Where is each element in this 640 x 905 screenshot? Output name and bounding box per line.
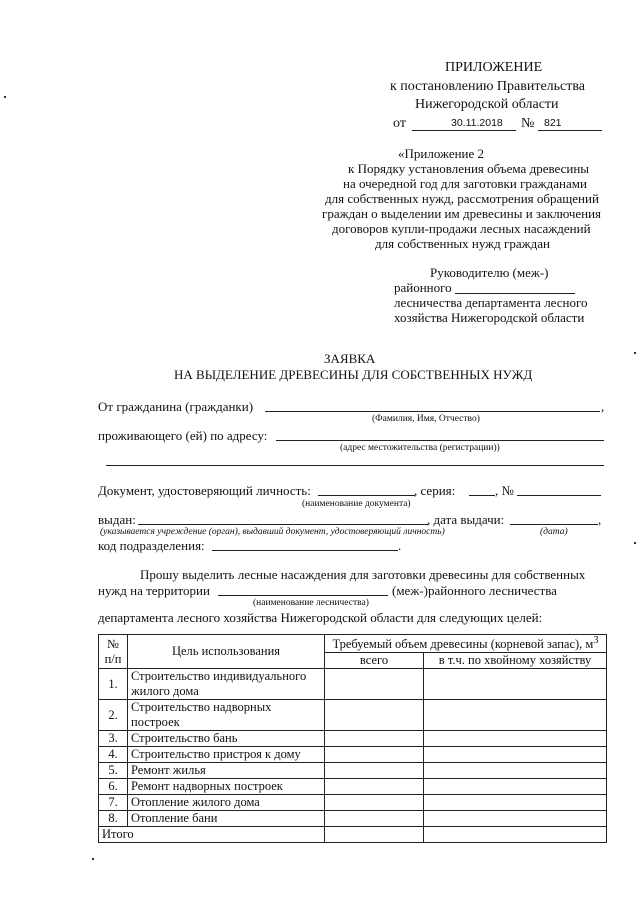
volume-total-cell[interactable] — [325, 731, 424, 747]
address-field[interactable] — [276, 440, 604, 441]
table-row: 6. Ремонт надворных построек — [99, 779, 607, 795]
addressee-line: лесничества департамента лесного — [394, 295, 588, 310]
volume-total-cell[interactable] — [325, 811, 424, 827]
fio-field[interactable] — [265, 411, 600, 412]
request-text-line2a: нужд на территории — [98, 583, 210, 598]
table-row: 5. Ремонт жилья — [99, 763, 607, 779]
doc-number-field[interactable] — [517, 495, 601, 496]
appendix2-line: для собственных нужд, рассмотрения обращений — [325, 191, 599, 206]
request-text-line3: департамента лесного хозяйства Нижегородской области для следующих целей: — [98, 610, 543, 625]
table-row: 4. Строительство пристроя к дому — [99, 747, 607, 763]
document-label: Документ, удостоверяющий личность: — [98, 483, 311, 498]
appendix2-line: «Приложение 2 — [398, 146, 485, 161]
document-name-field[interactable] — [318, 495, 415, 496]
division-code-field[interactable] — [212, 550, 398, 551]
header-title: ПРИЛОЖЕНИЕ — [445, 60, 543, 75]
volume-total-cell[interactable] — [325, 763, 424, 779]
volume-conifer-cell[interactable] — [424, 763, 607, 779]
volume-conifer-cell[interactable] — [424, 811, 607, 827]
request-text-line1: Прошу выделить лесные насаждения для заготовки древесины для собственных — [140, 567, 586, 582]
appendix2-line: договоров купли-продажи лесных насаждений — [332, 221, 591, 236]
table-row: 1. Строительство индивидуального жилого дома — [99, 669, 607, 700]
address-label: проживающего (ей) по адресу: — [98, 428, 268, 443]
col-conifer-header: в т.ч. по хвойному хозяйству — [424, 653, 607, 669]
address-hint: (адрес местожительства (регистрации)) — [340, 443, 500, 453]
header-number-label: № — [521, 116, 535, 131]
issued-label: выдан: — [98, 512, 136, 527]
volume-total-cell[interactable] — [325, 795, 424, 811]
volume-conifer-cell[interactable] — [424, 779, 607, 795]
request-text-line2b: (меж-)районного лесничества — [392, 583, 557, 598]
header-line1: к постановлению Правительства — [390, 79, 586, 94]
volume-total-cell[interactable] — [325, 669, 424, 700]
table-row: 7. Отопление жилого дома — [99, 795, 607, 811]
table-total-row: Итого — [99, 827, 607, 843]
address-field-2[interactable] — [106, 465, 604, 466]
header-from-label: от — [393, 116, 406, 131]
addressee-line: Руководителю (меж-) — [430, 265, 549, 280]
volume-total-cell[interactable] — [325, 827, 424, 843]
series-label: , серия: — [414, 483, 456, 498]
issuer-hint: (указывается учреждение (орган), выдавший документ, удостоверяющий личность) — [100, 527, 445, 537]
issue-date-field[interactable] — [510, 524, 598, 525]
purpose-table — [98, 634, 607, 843]
volume-conifer-cell[interactable] — [424, 747, 607, 763]
doc-number-label: , № — [495, 483, 514, 498]
volume-total-cell[interactable] — [325, 700, 424, 731]
volume-conifer-cell[interactable] — [424, 827, 607, 843]
table-row: 3. Строительство бань — [99, 731, 607, 747]
issue-date-label: , дата выдачи: — [427, 512, 505, 527]
col-total-header: всего — [325, 653, 424, 669]
from-citizen-label: От гражданина (гражданки) — [98, 399, 254, 414]
issuer-field[interactable] — [138, 524, 428, 525]
header-line2: Нижегородской области — [415, 97, 559, 112]
volume-conifer-cell[interactable] — [424, 795, 607, 811]
header-date: 30.11.2018 — [451, 117, 503, 129]
appendix2-line: на очередной год для заготовки гражданами — [343, 176, 587, 191]
addressee-line: хозяйства Нижегородской области — [394, 310, 585, 325]
volume-conifer-cell[interactable] — [424, 669, 607, 700]
table-row: 8. Отопление бани — [99, 811, 607, 827]
addressee-line: районного — [394, 280, 452, 295]
volume-conifer-cell[interactable] — [424, 700, 607, 731]
volume-total-cell[interactable] — [325, 779, 424, 795]
doc-name-hint: (наименование документа) — [302, 499, 411, 509]
request-title: ЗАЯВКА — [324, 351, 376, 366]
request-subtitle: НА ВЫДЕЛЕНИЕ ДРЕВЕСИНЫ ДЛЯ СОБСТВЕННЫХ НУЖД — [174, 367, 533, 382]
appendix2-line: для собственных нужд граждан — [375, 236, 550, 251]
volume-conifer-cell[interactable] — [424, 731, 607, 747]
volume-total-cell[interactable] — [325, 747, 424, 763]
series-field[interactable] — [469, 495, 495, 496]
table-row: 2. Строительство надворных построек — [99, 700, 607, 731]
appendix2-line: к Порядку установления объема древесины — [348, 161, 590, 176]
col-purpose-header: Цель использования — [128, 635, 325, 669]
appendix2-line: граждан о выделении им древесины и заключения — [322, 206, 602, 221]
forestry-hint: (наименование лесничества) — [253, 598, 369, 608]
col-volume-header: Требуемый объем древесины (корневой запас), $м^3$ — [325, 635, 607, 653]
col-num-header: № п/п — [99, 635, 128, 669]
forestry-field[interactable] — [218, 595, 388, 596]
fio-hint: (Фамилия, Имя, Отчество) — [372, 414, 480, 424]
division-code-label: код подразделения: — [98, 538, 205, 553]
header-number: 821 — [544, 117, 562, 129]
date-hint: (дата) — [540, 527, 568, 537]
